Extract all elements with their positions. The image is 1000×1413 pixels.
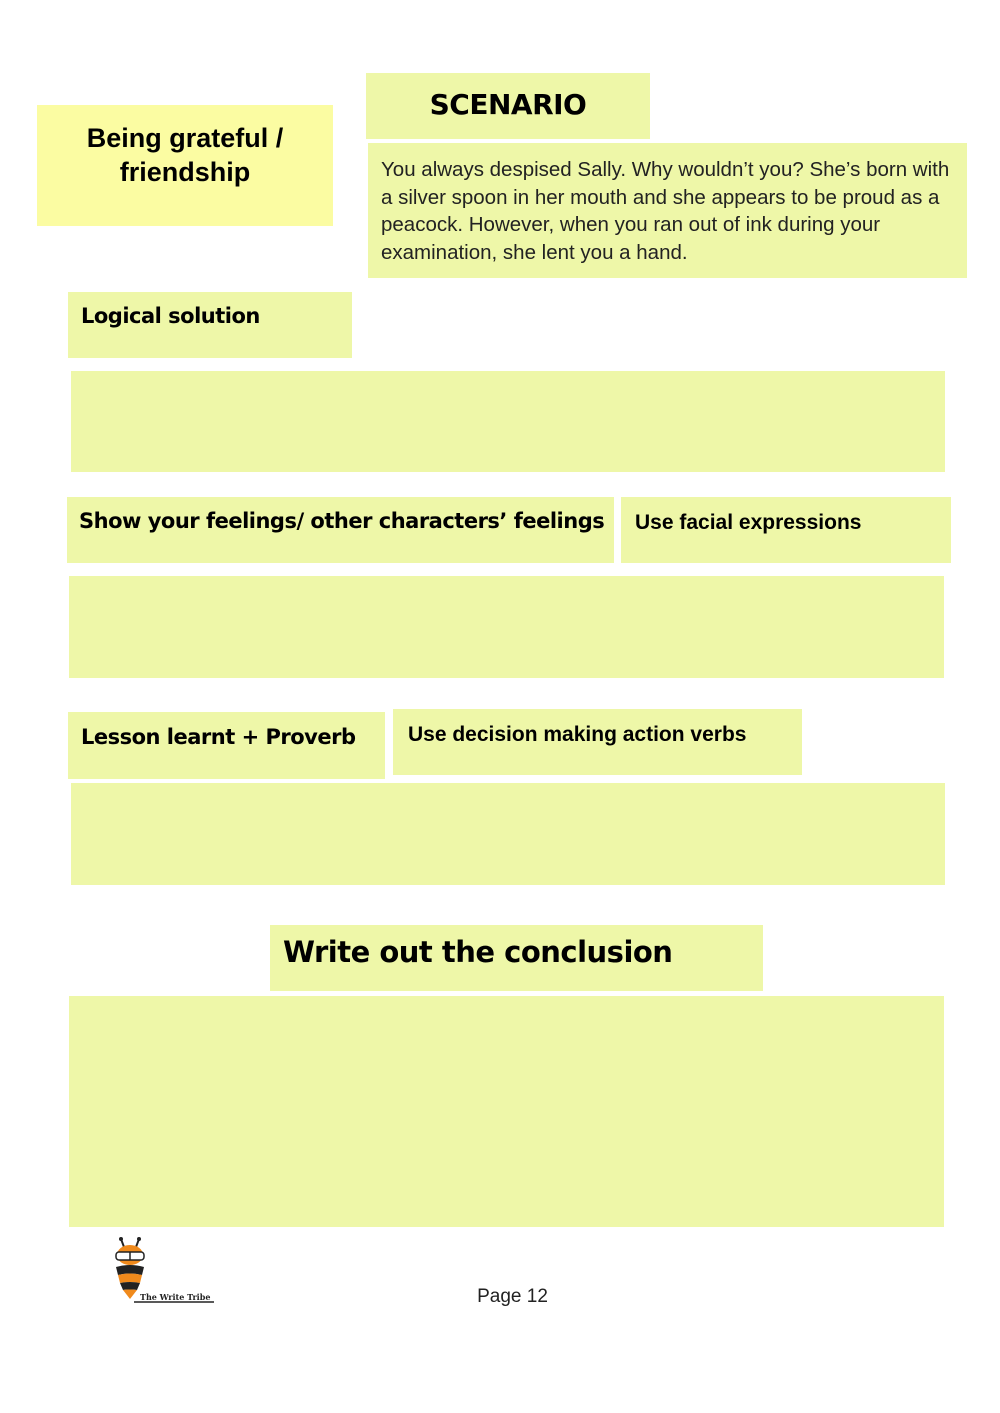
logo-text: The Write Tribe	[140, 1292, 211, 1302]
page-number: Page 12	[477, 1286, 548, 1307]
logical-solution-label-box	[68, 292, 352, 358]
lesson-label-box	[68, 712, 385, 779]
action-verbs-hint: Use decision making action verbs	[408, 723, 747, 746]
action-verbs-hint-box	[393, 709, 802, 775]
conclusion-answer-area[interactable]	[69, 996, 944, 1227]
feelings-answer-area[interactable]	[69, 576, 944, 678]
feelings-label: Show your feelings/ other characters’ feelings	[79, 509, 605, 533]
scenario-title: SCENARIO	[429, 87, 587, 121]
topic-title: Being grateful / friendship	[86, 123, 284, 187]
facial-expressions-hint: Use facial expressions	[635, 511, 862, 534]
conclusion-label: Write out the conclusion	[283, 935, 673, 969]
feelings-label-box	[67, 497, 614, 563]
lesson-answer-area[interactable]	[71, 783, 945, 885]
scenario-text: You always despised Sally. Why wouldn’t you? She’s born with a silver spoon in her mouth and she appears to be proud as a peacock. However, when you ran out of ink during your examination, she lent you a hand.	[381, 158, 950, 264]
facial-expressions-hint-box	[621, 497, 951, 563]
conclusion-label-box	[270, 925, 763, 991]
bee-icon	[108, 1237, 220, 1309]
lesson-label: Lesson learnt + Proverb	[81, 725, 356, 749]
topic-box	[37, 105, 333, 226]
logical-solution-answer-area[interactable]	[71, 371, 945, 472]
scenario-title-box	[366, 73, 650, 139]
write-tribe-logo	[108, 1237, 220, 1309]
logical-solution-label: Logical solution	[81, 304, 260, 328]
scenario-text-box	[368, 143, 967, 278]
